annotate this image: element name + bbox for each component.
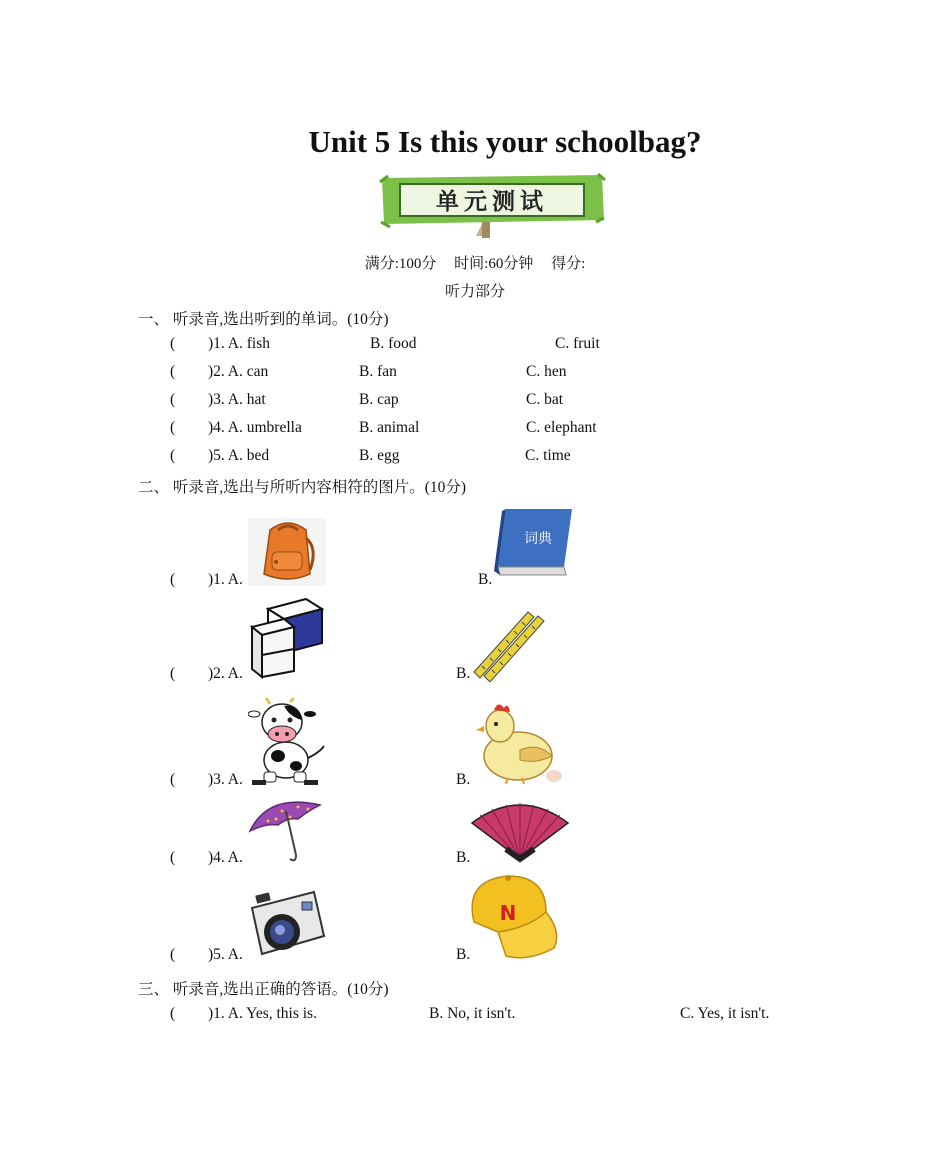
section1-heading: 一、 听录音,选出听到的单词。(10分)	[138, 311, 389, 328]
s1-q3-option-c: C. bat	[526, 391, 564, 408]
s1-q5-option-c: C. time	[525, 447, 571, 464]
s1-q4-option-b: B. animal	[359, 419, 420, 436]
ruler-icon	[472, 608, 546, 682]
s1-q3: ( )3. A. hat	[170, 391, 266, 408]
s2-q3-option-b: B.	[456, 771, 471, 788]
cap-icon	[468, 872, 560, 962]
s1-q4: ( )4. A. umbrella	[170, 419, 302, 436]
cow-icon	[248, 698, 328, 786]
exam-time: 时间:60分钟	[454, 256, 534, 272]
s2-q5-option-b: B.	[456, 946, 471, 963]
banner-text: 单元测试	[436, 189, 548, 215]
s2-q5: ( )5. A.	[170, 946, 243, 963]
s1-q1-option-c: C. fruit	[555, 335, 600, 352]
s2-q1: ( )1. A.	[170, 571, 243, 588]
s1-q5: ( )5. A. bed	[170, 447, 270, 464]
cap-logo: N	[499, 901, 517, 925]
s2-q4-option-b: B.	[456, 849, 471, 866]
eraser-icon	[248, 597, 324, 679]
listening-part-label: 听力部分	[444, 284, 505, 300]
s3-q1-option-c: C. Yes, it isn't.	[680, 1005, 770, 1022]
s2-q4: ( )4. A.	[170, 849, 243, 866]
unit-test-banner	[378, 172, 606, 238]
umbrella-icon	[248, 797, 322, 865]
fan-icon	[470, 801, 570, 863]
s1-q3-option-b: B. cap	[359, 391, 399, 408]
exam-meta	[0, 252, 950, 273]
dictionary-label: 词典	[524, 531, 552, 547]
chicken-icon	[474, 698, 566, 786]
s3-q1-option-b: B. No, it isn't.	[429, 1005, 516, 1022]
page-title: Unit 5 Is this your schoolbag?	[308, 124, 702, 159]
s2-q2-option-b: B.	[456, 665, 471, 682]
s1-q2: ( )2. A. can	[170, 363, 269, 380]
s1-q4-option-c: C. elephant	[526, 419, 597, 436]
score-field: 得分:	[551, 256, 586, 272]
schoolbag-icon	[248, 518, 326, 586]
s2-q2: ( )2. A.	[170, 665, 243, 682]
s1-q2-option-b: B. fan	[359, 363, 397, 380]
dictionary-icon	[492, 505, 576, 579]
s1-q2-option-c: C. hen	[526, 363, 567, 380]
section2-heading: 二、 听录音,选出与所听内容相符的图片。(10分)	[138, 479, 467, 496]
s1-q5-option-b: B. egg	[359, 447, 400, 464]
s3-q1: ( )1. A. Yes, this is.	[170, 1005, 317, 1022]
s2-q1-option-b: B.	[478, 571, 493, 588]
s1-q1-option-b: B. food	[370, 335, 417, 352]
s2-q3: ( )3. A.	[170, 771, 243, 788]
full-score: 满分:100分	[364, 256, 437, 272]
section3-heading: 三、 听录音,选出正确的答语。(10分)	[138, 981, 389, 998]
camera-icon	[248, 888, 326, 962]
s1-q1: ( )1. A. fish	[170, 335, 270, 352]
